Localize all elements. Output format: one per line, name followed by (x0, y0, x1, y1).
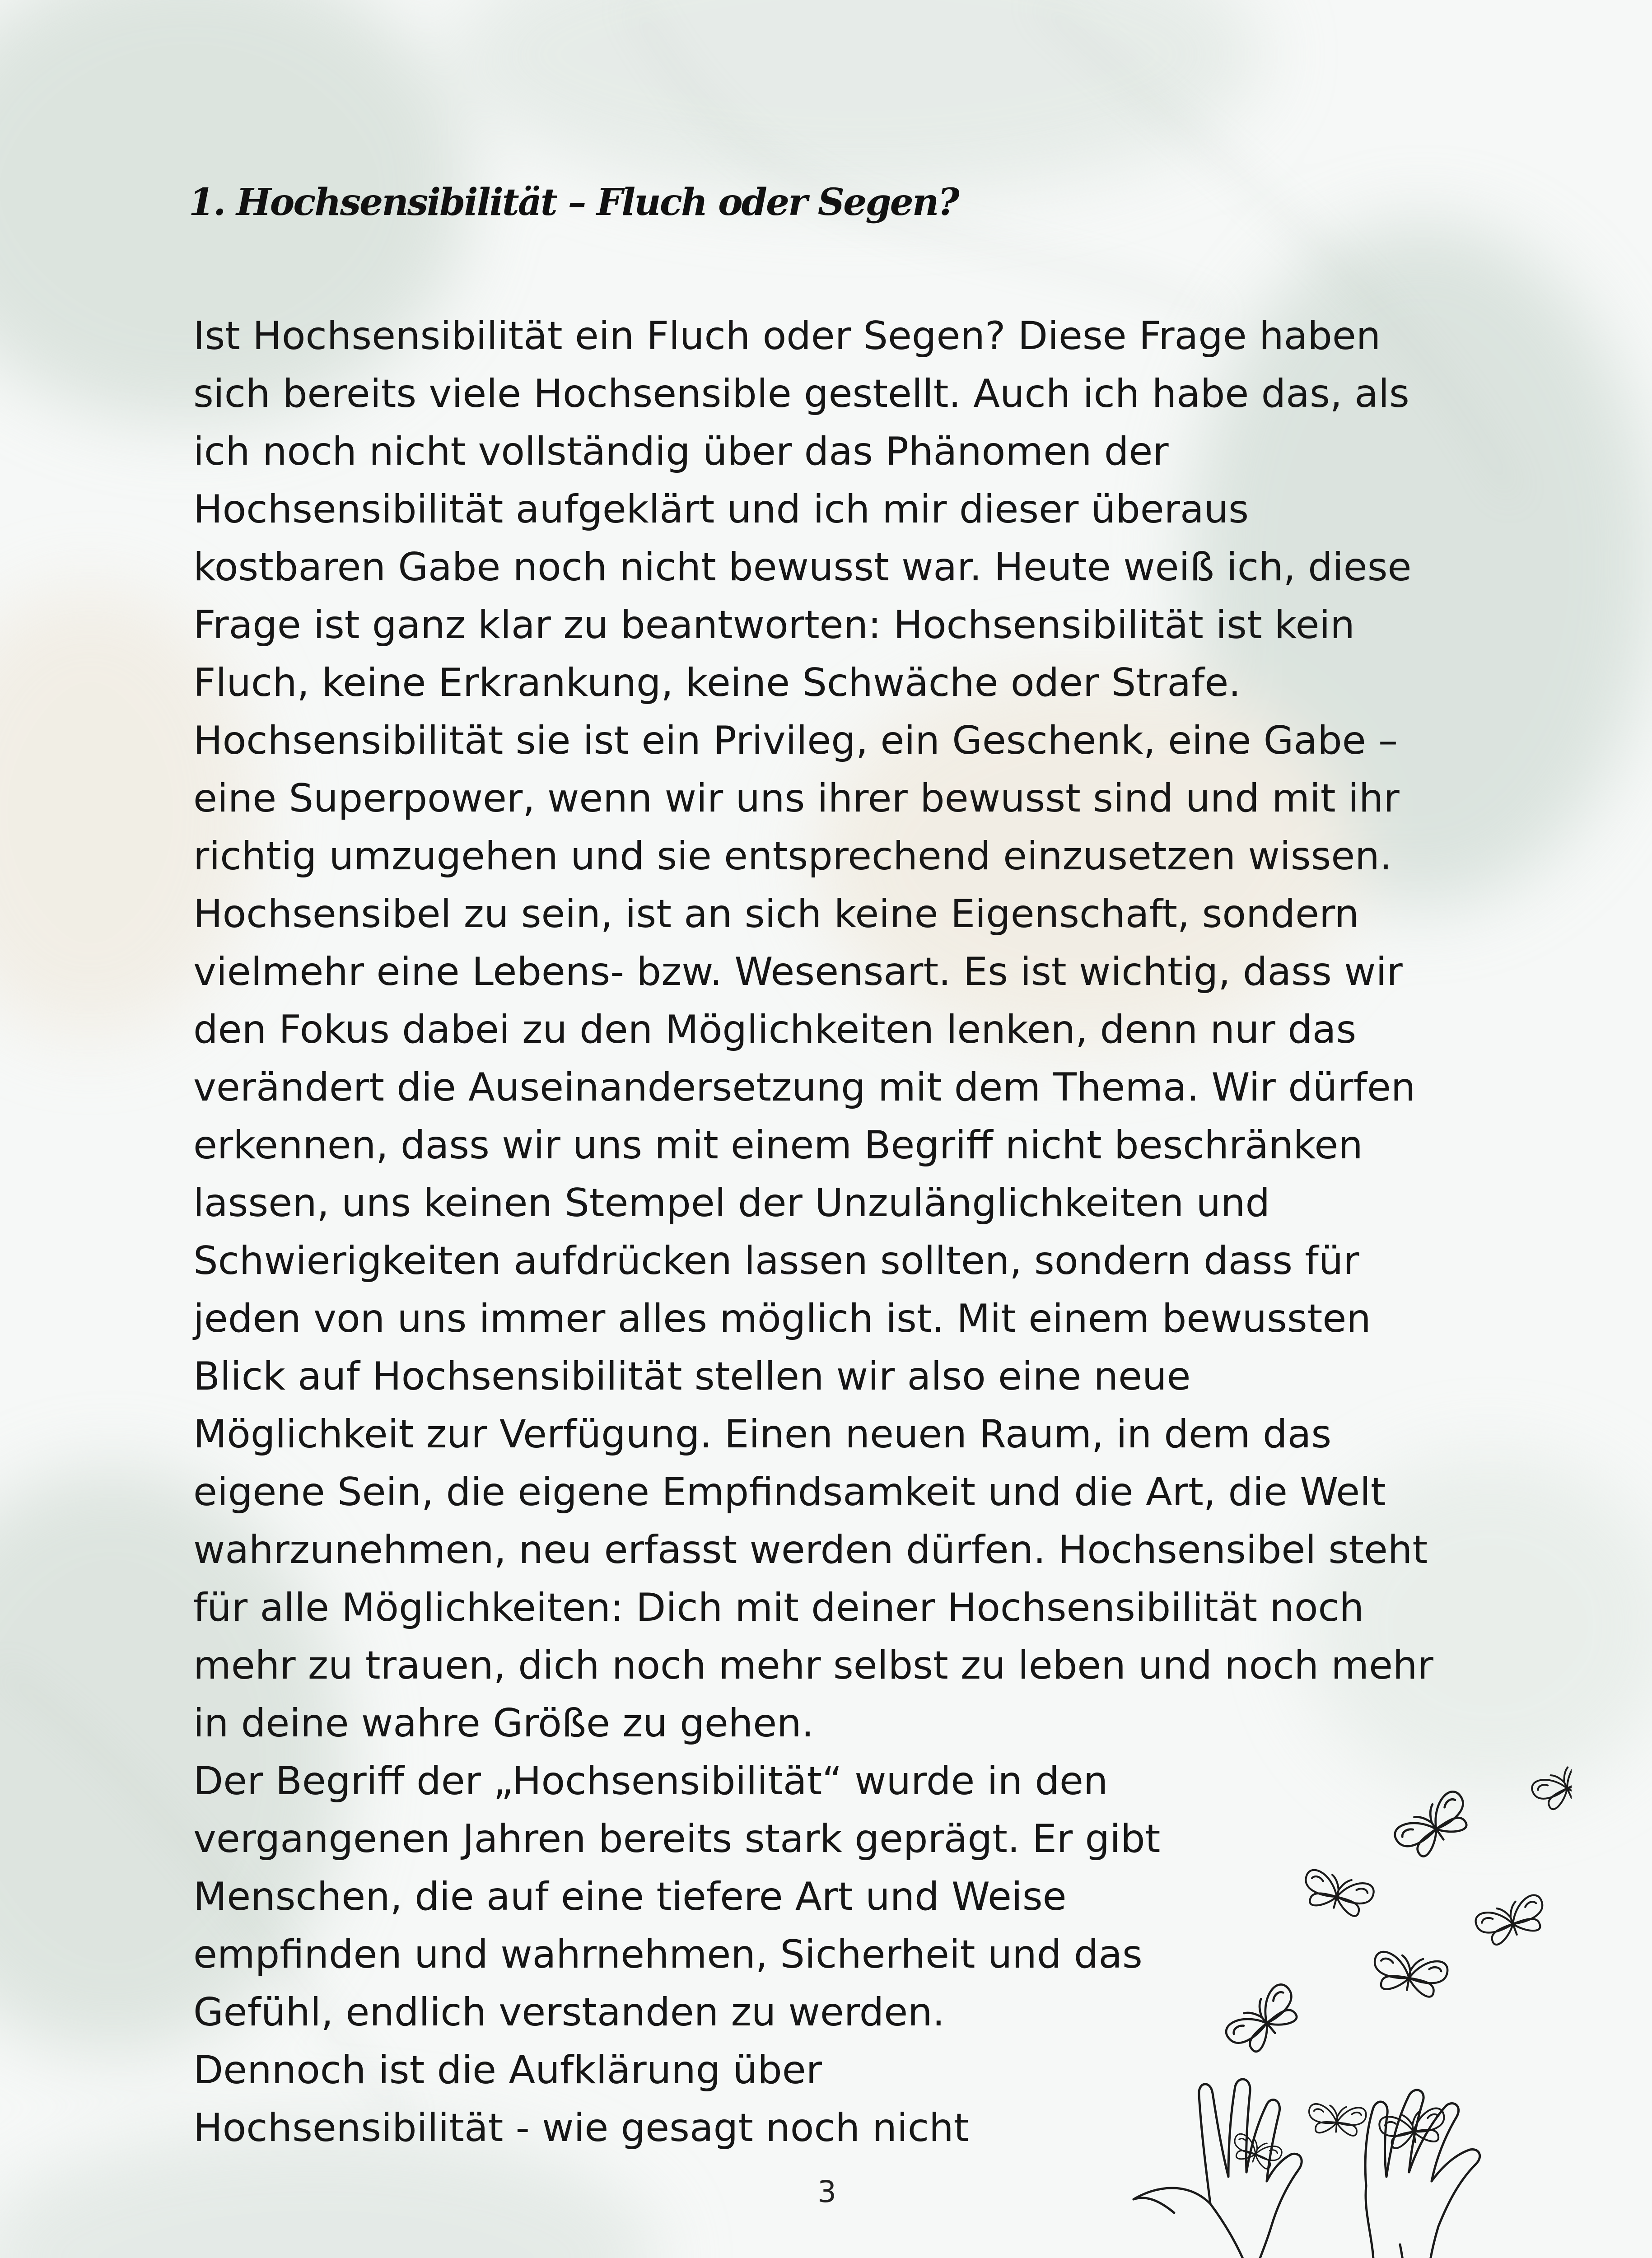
body-line: Dennoch ist die Aufklärung über (193, 2048, 822, 2093)
body-line: verändert die Auseinandersetzung mit dem Thema. Wir dürfen (193, 1065, 1416, 1110)
body-line: Der Begriff der „Hochsensibilität“ wurde in den (193, 1759, 1108, 1804)
butterfly-icon (1307, 2104, 1367, 2137)
body-line: den Fokus dabei zu den Möglichkeiten lenken, denn nur das (193, 1007, 1357, 1052)
butterfly-icon (1300, 1868, 1376, 1920)
body-line: jeden von uns immer alles möglich ist. Mit einem bewussten (193, 1296, 1371, 1341)
body-line: Menschen, die auf eine tiefere Art und Weise (193, 1874, 1067, 1919)
body-line: mehr zu trauen, dich noch mehr selbst zu leben und noch mehr (193, 1643, 1433, 1688)
left-hand-icon (1134, 2079, 1302, 2258)
body-line: Schwierigkeiten aufdrücken lassen sollten, sondern dass für (193, 1238, 1359, 1283)
body-line: Hochsensibel zu sein, ist an sich keine Eigenschaft, sondern (193, 891, 1359, 937)
body-line: Hochsensibilität - wie gesagt noch nicht (193, 2105, 969, 2151)
body-line: erkennen, dass wir uns mit einem Begriff nicht beschränken (193, 1123, 1363, 1168)
body-line: kostbaren Gabe noch nicht bewusst war. Heute weiß ich, diese (193, 545, 1412, 590)
hands-butterflies-icon (1120, 1725, 1572, 2258)
body-line: Hochsensibilität sie ist ein Privileg, ein Geschenk, eine Gabe – (193, 718, 1398, 763)
butterfly-icon (1223, 1981, 1307, 2060)
body-line: für alle Möglichkeiten: Dich mit deiner Hochsensibilität noch (193, 1585, 1364, 1630)
body-line: sich bereits viele Hochsensible gestellt. Auch ich habe das, als (193, 371, 1409, 416)
body-line: Ist Hochsensibilität ein Fluch oder Segen? Diese Frage haben (193, 313, 1381, 359)
body-line: wahrzunehmen, neu erfasst werden dürfen. Hochsensibel steht (193, 1527, 1428, 1572)
body-line: vergangenen Jahren bereits stark geprägt. Er gibt (193, 1816, 1161, 1861)
body-line: Frage ist ganz klar zu beantworten: Hochsensibilität ist kein (193, 602, 1355, 648)
body-line: eigene Sein, die eigene Empfindsamkeit und die Art, die Welt (193, 1470, 1386, 1515)
body-line: Blick auf Hochsensibilität stellen wir also eine neue (193, 1354, 1191, 1399)
butterfly-icon (1391, 1788, 1477, 1864)
body-line: vielmehr eine Lebens- bzw. Wesensart. Es ist wichtig, dass wir (193, 949, 1403, 994)
body-line: eine Superpower, wenn wir uns ihrer bewusst sind und mit ihr (193, 776, 1400, 821)
body-line: ich noch nicht vollständig über das Phänomen der (193, 429, 1169, 474)
body-line: empfinden und wahrnehmen, Sicherheit und das (193, 1932, 1143, 1977)
body-line: lassen, uns keinen Stempel der Unzulänglichkeiten und (193, 1180, 1270, 1226)
body-line: Gefühl, endlich verstanden zu werden. (193, 1990, 945, 2035)
butterfly-icon (1473, 1893, 1550, 1949)
body-line: Hochsensibilität aufgeklärt und ich mir dieser überaus (193, 487, 1249, 532)
page-number: 3 (817, 2174, 836, 2209)
body-line: richtig umzugehen und sie entsprechend einzusetzen wissen. (193, 834, 1392, 879)
chapter-heading: 1. Hochsensibilität – Fluch oder Segen? (189, 181, 958, 224)
body-line: Fluch, keine Erkrankung, keine Schwäche oder Strafe. (193, 660, 1241, 705)
body-line: Möglichkeit zur Verfügung. Einen neuen Raum, in dem das (193, 1412, 1332, 1457)
butterfly-icon (1370, 1950, 1449, 1999)
body-line: in deine wahre Größe zu gehen. (193, 1701, 814, 1746)
butterfly-icon (1530, 1757, 1572, 1814)
